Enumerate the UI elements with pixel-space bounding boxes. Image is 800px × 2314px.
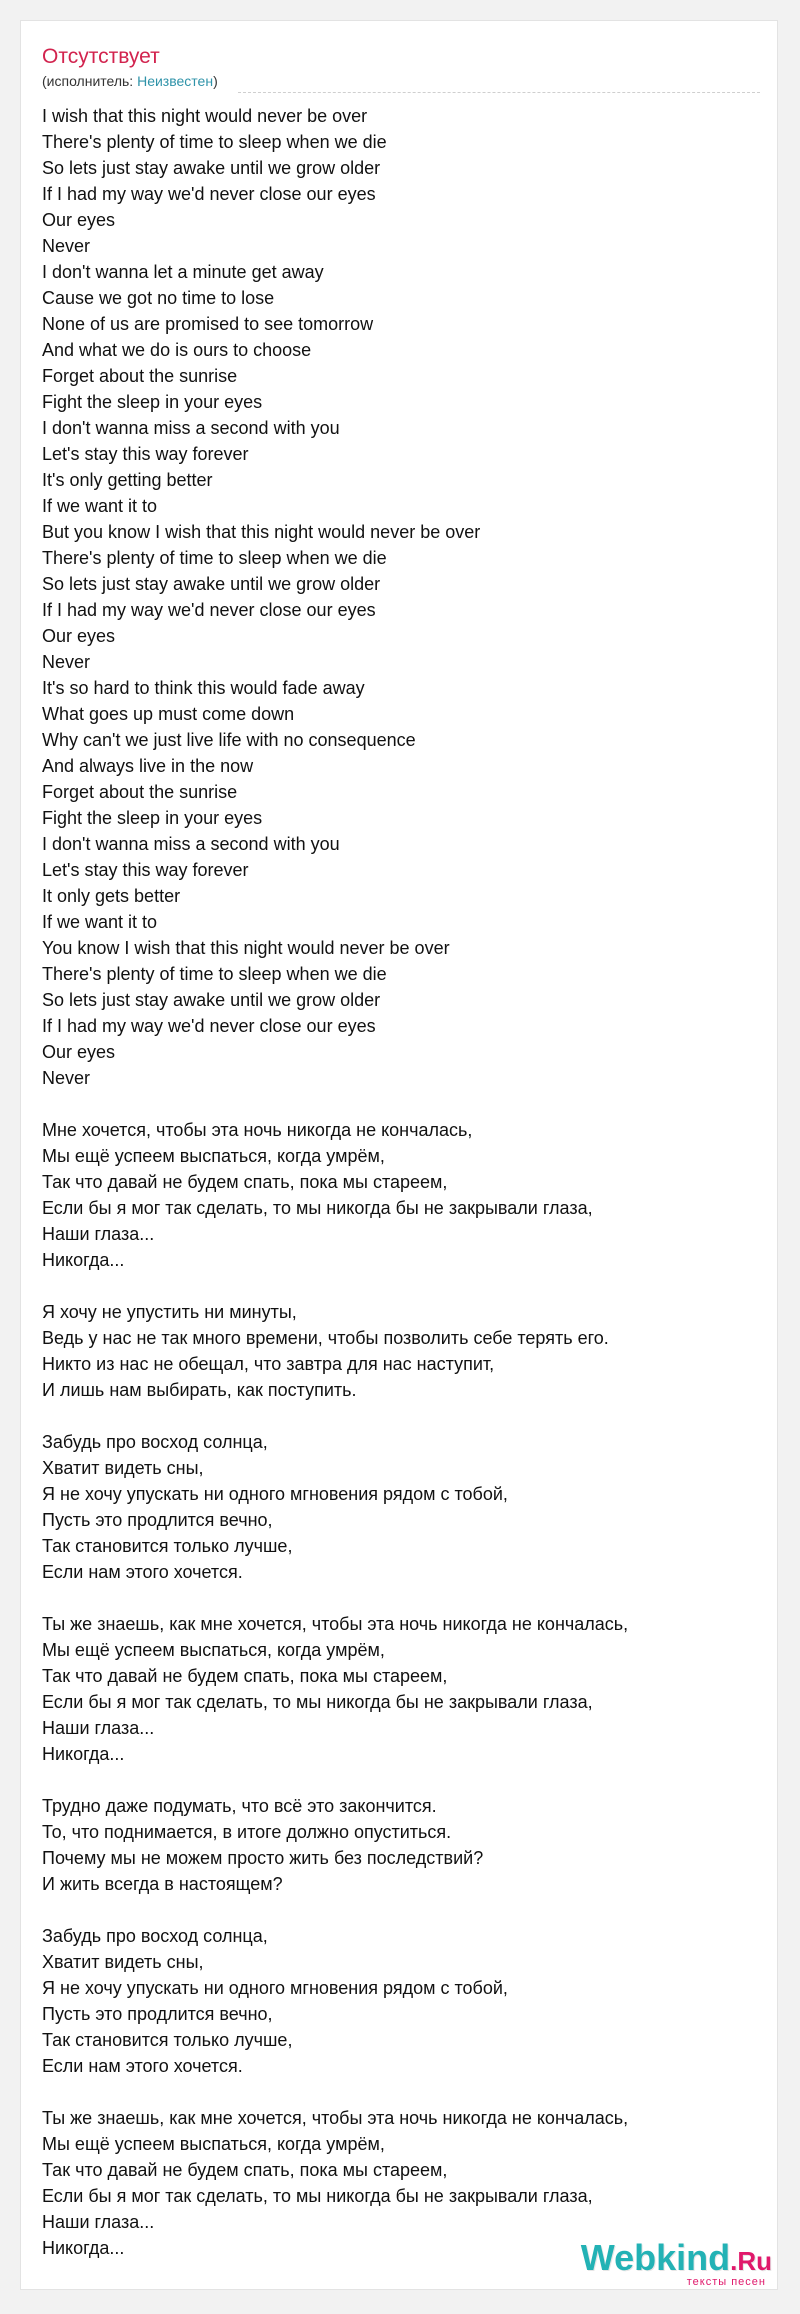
lyric-line: Пусть это продлится вечно, — [42, 1510, 273, 1530]
lyric-line: Трудно даже подумать, что всё это закончится. — [42, 1796, 437, 1816]
lyric-line: So lets just stay awake until we grow older — [42, 158, 381, 178]
artist-line — [42, 72, 218, 90]
lyric-line: Если бы я мог так сделать, то мы никогда бы не закрывали глаза, — [42, 1692, 593, 1712]
lyric-blank-line — [42, 2079, 742, 2105]
lyric-line: Forget about the sunrise — [42, 782, 238, 802]
lyric-line: Our eyes — [42, 210, 116, 230]
lyric-line: There's plenty of time to sleep when we die — [42, 964, 387, 984]
lyric-line: Никогда... — [42, 1744, 125, 1764]
lyric-line: Хватит видеть сны, — [42, 1458, 204, 1478]
lyric-line: Наши глаза... — [42, 1718, 155, 1738]
lyrics-body — [42, 103, 742, 2261]
lyric-line: Я не хочу упускать ни одного мгновения рядом с тобой, — [42, 1484, 508, 1504]
lyric-line: Если нам этого хочется. — [42, 2056, 243, 2076]
lyric-line: Ты же знаешь, как мне хочется, чтобы эта ночь никогда не кончалась, — [42, 2108, 629, 2128]
lyric-line: I don't wanna let a minute get away — [42, 262, 324, 282]
lyric-line: Так что давай не будем спать, пока мы стареем, — [42, 1666, 448, 1686]
lyric-line: Я хочу не упустить ни минуты, — [42, 1302, 297, 1322]
logo-brand: Webkind — [580, 2237, 731, 2278]
lyric-line: Never — [42, 236, 91, 256]
lyric-line: Мы ещё успеем выспаться, когда умрём, — [42, 1146, 385, 1166]
lyric-line: But you know I wish that this night would never be over — [42, 522, 481, 542]
lyric-line: I don't wanna miss a second with you — [42, 418, 340, 438]
lyric-blank-line — [42, 1585, 742, 1611]
lyric-line: Fight the sleep in your eyes — [42, 808, 263, 828]
lyric-line: Let's stay this way forever — [42, 444, 249, 464]
logo-tld: .Ru — [730, 2246, 772, 2276]
lyric-line: Мы ещё успеем выспаться, когда умрём, — [42, 1640, 385, 1660]
lyric-line: Я не хочу упускать ни одного мгновения рядом с тобой, — [42, 1978, 508, 1998]
lyric-line: It's only getting better — [42, 470, 213, 490]
lyric-line: Так что давай не будем спать, пока мы стареем, — [42, 1172, 448, 1192]
lyric-line: You know I wish that this night would never be over — [42, 938, 450, 958]
artist-prefix: (исполнитель: — [42, 73, 138, 89]
lyric-line: Забудь про восход солнца, — [42, 1926, 268, 1946]
lyric-line: Если бы я мог так сделать, то мы никогда бы не закрывали глаза, — [42, 2186, 593, 2206]
lyric-line: And what we do is ours to choose — [42, 340, 312, 360]
lyric-line: Мне хочется, чтобы эта ночь никогда не кончалась, — [42, 1120, 473, 1140]
lyric-line: Наши глаза... — [42, 2212, 155, 2232]
lyric-line: It's so hard to think this would fade away — [42, 678, 365, 698]
lyric-line: Никто из нас не обещал, что завтра для нас наступит, — [42, 1354, 495, 1374]
lyric-line: Let's stay this way forever — [42, 860, 249, 880]
lyric-line: If we want it to — [42, 496, 158, 516]
lyric-line: И жить всегда в настоящем? — [42, 1874, 283, 1894]
lyric-line: Пусть это продлится вечно, — [42, 2004, 273, 2024]
lyric-line: Cause we got no time to lose — [42, 288, 275, 308]
artist-link[interactable]: Неизвестен — [137, 73, 214, 89]
lyric-line: Так что давай не будем спать, пока мы стареем, — [42, 2160, 448, 2180]
artist-suffix: ) — [213, 73, 218, 89]
lyric-line: There's plenty of time to sleep when we die — [42, 132, 387, 152]
lyric-line: Забудь про восход солнца, — [42, 1432, 268, 1452]
lyric-line: Never — [42, 1068, 91, 1088]
lyric-line: Our eyes — [42, 1042, 116, 1062]
lyric-line: Why can't we just live life with no consequence — [42, 730, 416, 750]
lyric-line: There's plenty of time to sleep when we die — [42, 548, 387, 568]
lyric-line: Forget about the sunrise — [42, 366, 238, 386]
lyric-line: If I had my way we'd never close our eyes — [42, 600, 376, 620]
site-logo[interactable] — [580, 2237, 772, 2288]
lyric-line: Мы ещё успеем выспаться, когда умрём, — [42, 2134, 385, 2154]
lyric-line: Ты же знаешь, как мне хочется, чтобы эта ночь никогда не кончалась, — [42, 1614, 629, 1634]
lyric-line: I don't wanna miss a second with you — [42, 834, 340, 854]
lyric-line: What goes up must come down — [42, 704, 295, 724]
lyric-line: Our eyes — [42, 626, 116, 646]
lyric-line: I wish that this night would never be over — [42, 106, 368, 126]
lyric-blank-line — [42, 1273, 742, 1299]
logo-tagline: тексты песен — [686, 2276, 766, 2288]
lyric-line: If I had my way we'd never close our eyes — [42, 184, 376, 204]
lyric-line: Почему мы не можем просто жить без последствий? — [42, 1848, 484, 1868]
lyric-line: None of us are promised to see tomorrow — [42, 314, 374, 334]
lyric-line: Никогда... — [42, 2238, 125, 2258]
song-title: Отсутствует — [42, 45, 160, 68]
lyric-line: Если нам этого хочется. — [42, 1562, 243, 1582]
lyric-line: И лишь нам выбирать, как поступить. — [42, 1380, 357, 1400]
lyric-blank-line — [42, 1091, 742, 1117]
lyric-line: Наши глаза... — [42, 1224, 155, 1244]
lyric-line: Ведь у нас не так много времени, чтобы позволить себе терять его. — [42, 1328, 609, 1348]
header-divider — [238, 92, 760, 93]
lyric-blank-line — [42, 1767, 742, 1793]
lyric-line: If we want it to — [42, 912, 158, 932]
lyric-line: So lets just stay awake until we grow older — [42, 574, 381, 594]
lyric-line: So lets just stay awake until we grow older — [42, 990, 381, 1010]
lyric-line: It only gets better — [42, 886, 181, 906]
lyric-line: Так становится только лучше, — [42, 2030, 293, 2050]
lyric-line: Never — [42, 652, 91, 672]
lyric-line: And always live in the now — [42, 756, 254, 776]
lyric-line: Хватит видеть сны, — [42, 1952, 204, 1972]
lyric-line: If I had my way we'd never close our eyes — [42, 1016, 376, 1036]
lyric-line: Fight the sleep in your eyes — [42, 392, 263, 412]
lyric-line: То, что поднимается, в итоге должно опуститься. — [42, 1822, 452, 1842]
lyric-blank-line — [42, 1403, 742, 1429]
lyric-blank-line — [42, 1897, 742, 1923]
lyric-line: Так становится только лучше, — [42, 1536, 293, 1556]
lyric-line: Если бы я мог так сделать, то мы никогда бы не закрывали глаза, — [42, 1198, 593, 1218]
lyric-line: Никогда... — [42, 1250, 125, 1270]
